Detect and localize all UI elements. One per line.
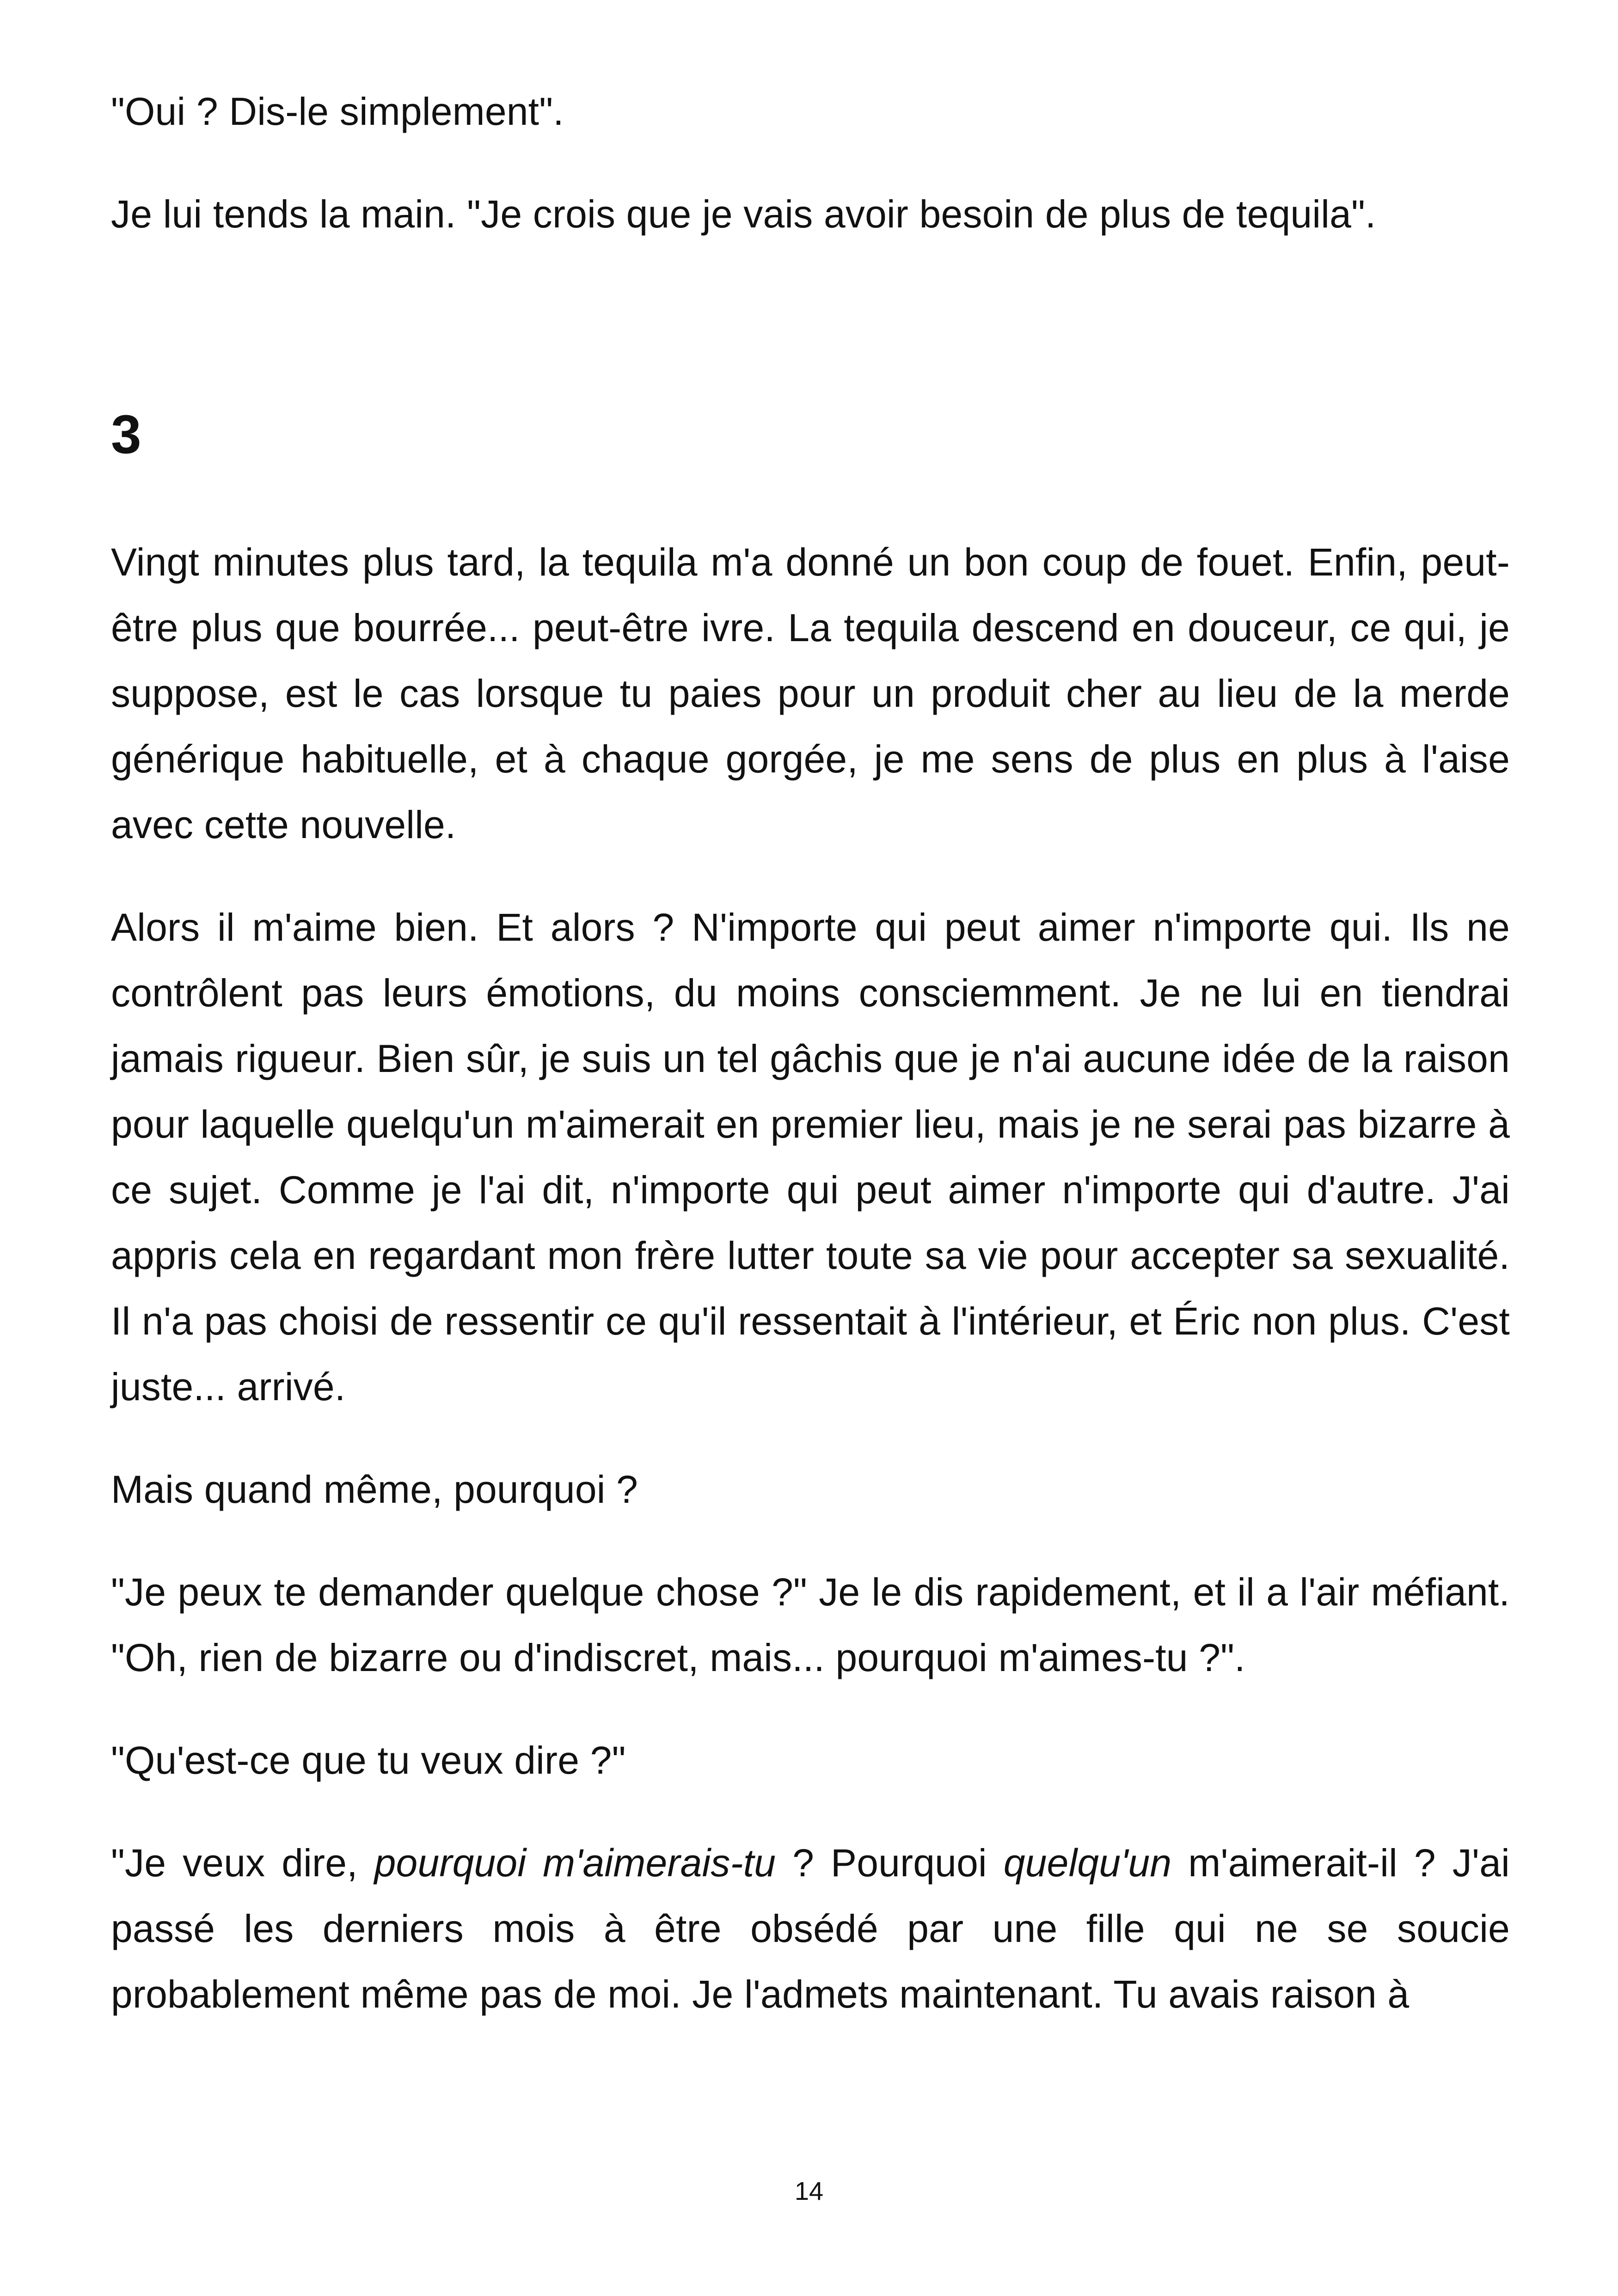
paragraph-alors-il-maime: Alors il m'aime bien. Et alors ? N'importe qui peut aimer n'importe qui. Ils ne contrôlent pas leurs émotions, du moins consciemment. Je ne lui en tiendrai jamais rigueur. Bien sûr, je suis un tel gâchis que je n'ai aucune idée de la raison pour laquelle quelqu'un m'aimerait en premier lieu, mais je ne serai pas bizarre à ce sujet. Comme je l'ai dit, n'importe qui peut aimer n'importe qui d'autre. J'ai appris cela en regardant mon frère lutter toute sa vie pour accepter sa sexualité. Il n'a pas choisi de ressentir ce qu'il ressentait à l'intérieur, et Éric non plus. C'est juste... arrivé.: [111, 906, 1510, 1408]
text-segment: m'aimerait-il ? J'ai passé les derniers mois à être obsédé par une fille qui ne se soucie probablement même pas de moi. Je l'admets maintenant. Tu avais raison à: [111, 1841, 1510, 2016]
paragraph-tends-la-main: Je lui tends la main. "Je crois que je vais avoir besoin de plus de tequila".: [111, 192, 1376, 236]
paragraph-mais-quand-meme: Mais quand même, pourquoi ?: [111, 1468, 638, 1511]
paragraph-je-veux-dire: [111, 1830, 1510, 2027]
paragraph-oui: "Oui ? Dis-le simplement".: [111, 90, 564, 133]
paragraph-vingt-minutes: Vingt minutes plus tard, la tequila m'a donné un bon coup de fouet. Enfin, peut-être plus que bourrée... peut-être ivre. La tequila descend en douceur, ce qui, je suppose, est le cas lorsque tu paies pour un produit cher au lieu de la merde générique habituelle, et à chaque gorgée, je me sens de plus en plus à l'aise avec cette nouvelle.: [111, 540, 1510, 846]
text-segment: ? Pourquoi: [776, 1841, 1004, 1885]
text-segment: "Je veux dire,: [111, 1841, 374, 1885]
paragraph-je-peux-te-demander: "Je peux te demander quelque chose ?" Je le dis rapidement, et il a l'air méfiant. "Oh, rien de bizarre ou d'indiscret, mais... pourquoi m'aimes-tu ?".: [111, 1570, 1510, 1679]
top-text-block: [111, 79, 1510, 247]
italic-text: quelqu'un: [1003, 1841, 1172, 1885]
chapter-body: [111, 529, 1510, 2027]
chapter-number: 3: [111, 404, 141, 465]
page-number: 14: [794, 2176, 824, 2205]
paragraph-quest-ce: "Qu'est-ce que tu veux dire ?": [111, 1739, 626, 1782]
italic-text: pourquoi m'aimerais-tu: [374, 1841, 776, 1885]
